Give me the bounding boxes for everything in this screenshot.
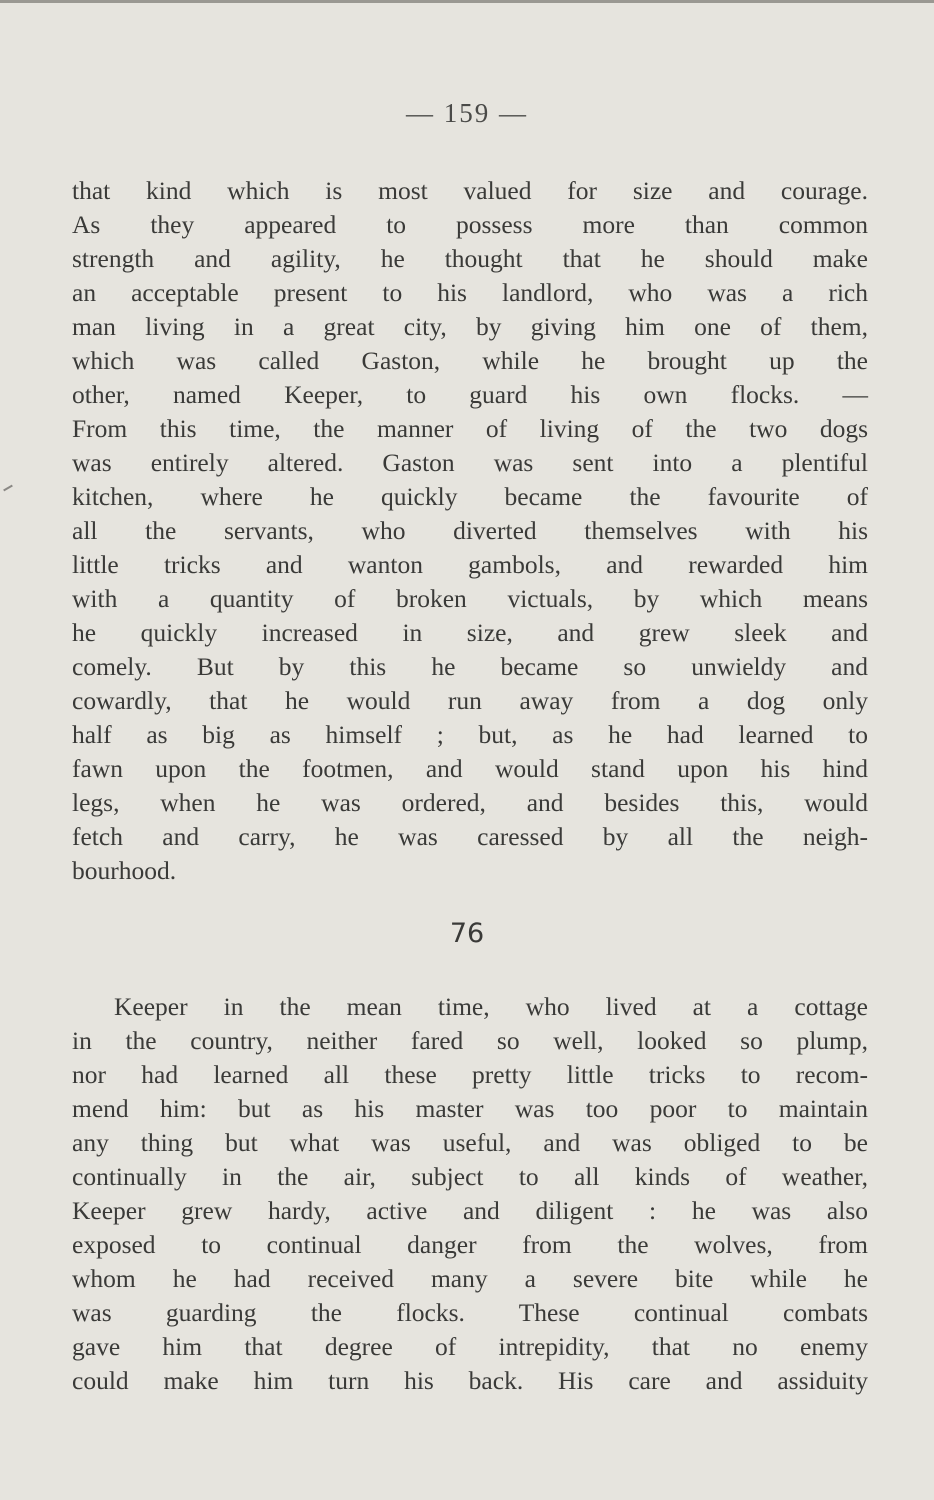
text-line: with a quantity of broken victuals, by which means <box>72 584 868 613</box>
text-line: fawn upon the footmen, and would stand upon his hind <box>72 754 868 783</box>
page-number: — 159 — <box>406 98 528 128</box>
text-line: whom he had received many a severe bite while he <box>72 1264 868 1293</box>
text-line: could make him turn his back. His care and assiduity <box>72 1366 868 1395</box>
text-line: comely. But by this he became so unwieldy and <box>72 652 868 681</box>
text-line: that kind which is most valued for size and courage. <box>72 176 868 205</box>
text-line: was entirely altered. Gaston was sent into a plentiful <box>72 448 868 477</box>
text-line: all the servants, who diverted themselves with his <box>72 516 868 545</box>
text-line: which was called Gaston, while he brought up the <box>72 346 868 375</box>
text-line: little tricks and wanton gambols, and rewarded him <box>72 550 868 579</box>
section-number: 76 <box>449 918 485 949</box>
text-line: any thing but what was useful, and was obliged to be <box>72 1128 868 1157</box>
text-line: in the country, neither fared so well, looked so plump, <box>72 1026 868 1055</box>
text-line: half as big as himself ; but, as he had learned to <box>72 720 868 749</box>
text-line: bourhood. <box>72 856 177 885</box>
text-line: exposed to continual danger from the wolves, from <box>72 1230 868 1259</box>
text-line: gave him that degree of intrepidity, that no enemy <box>72 1332 868 1361</box>
text-line: he quickly increased in size, and grew sleek and <box>72 618 868 647</box>
text-line: continually in the air, subject to all kinds of weather, <box>72 1162 868 1191</box>
paragraph-continued <box>72 174 868 888</box>
paragraph-section-76 <box>72 990 868 1398</box>
text-line: fetch and carry, he was caressed by all the neigh- <box>72 822 868 851</box>
text-line: kitchen, where he quickly became the favourite of <box>72 482 868 511</box>
text-line: man living in a great city, by giving him one of them, <box>72 312 868 341</box>
text-line: As they appeared to possess more than common <box>72 210 868 239</box>
text-line: strength and agility, he thought that he should make <box>72 244 868 273</box>
text-line: cowardly, that he would run away from a dog only <box>72 686 868 715</box>
text-line: Keeper grew hardy, active and diligent : he was also <box>72 1196 868 1225</box>
page-top-edge <box>0 0 934 3</box>
text-line: Keeper in the mean time, who lived at a cottage <box>114 992 868 1021</box>
text-line: was guarding the flocks. These continual combats <box>72 1298 868 1327</box>
text-line: an acceptable present to his landlord, who was a rich <box>72 278 868 307</box>
text-line: nor had learned all these pretty little tricks to recom- <box>72 1060 868 1089</box>
text-line: legs, when he was ordered, and besides this, would <box>72 788 868 817</box>
text-line: mend him: but as his master was too poor to maintain <box>72 1094 868 1123</box>
text-line: From this time, the manner of living of the two dogs <box>72 414 868 443</box>
margin-mark <box>3 485 13 492</box>
text-line: other, named Keeper, to guard his own flocks. — <box>72 380 868 409</box>
